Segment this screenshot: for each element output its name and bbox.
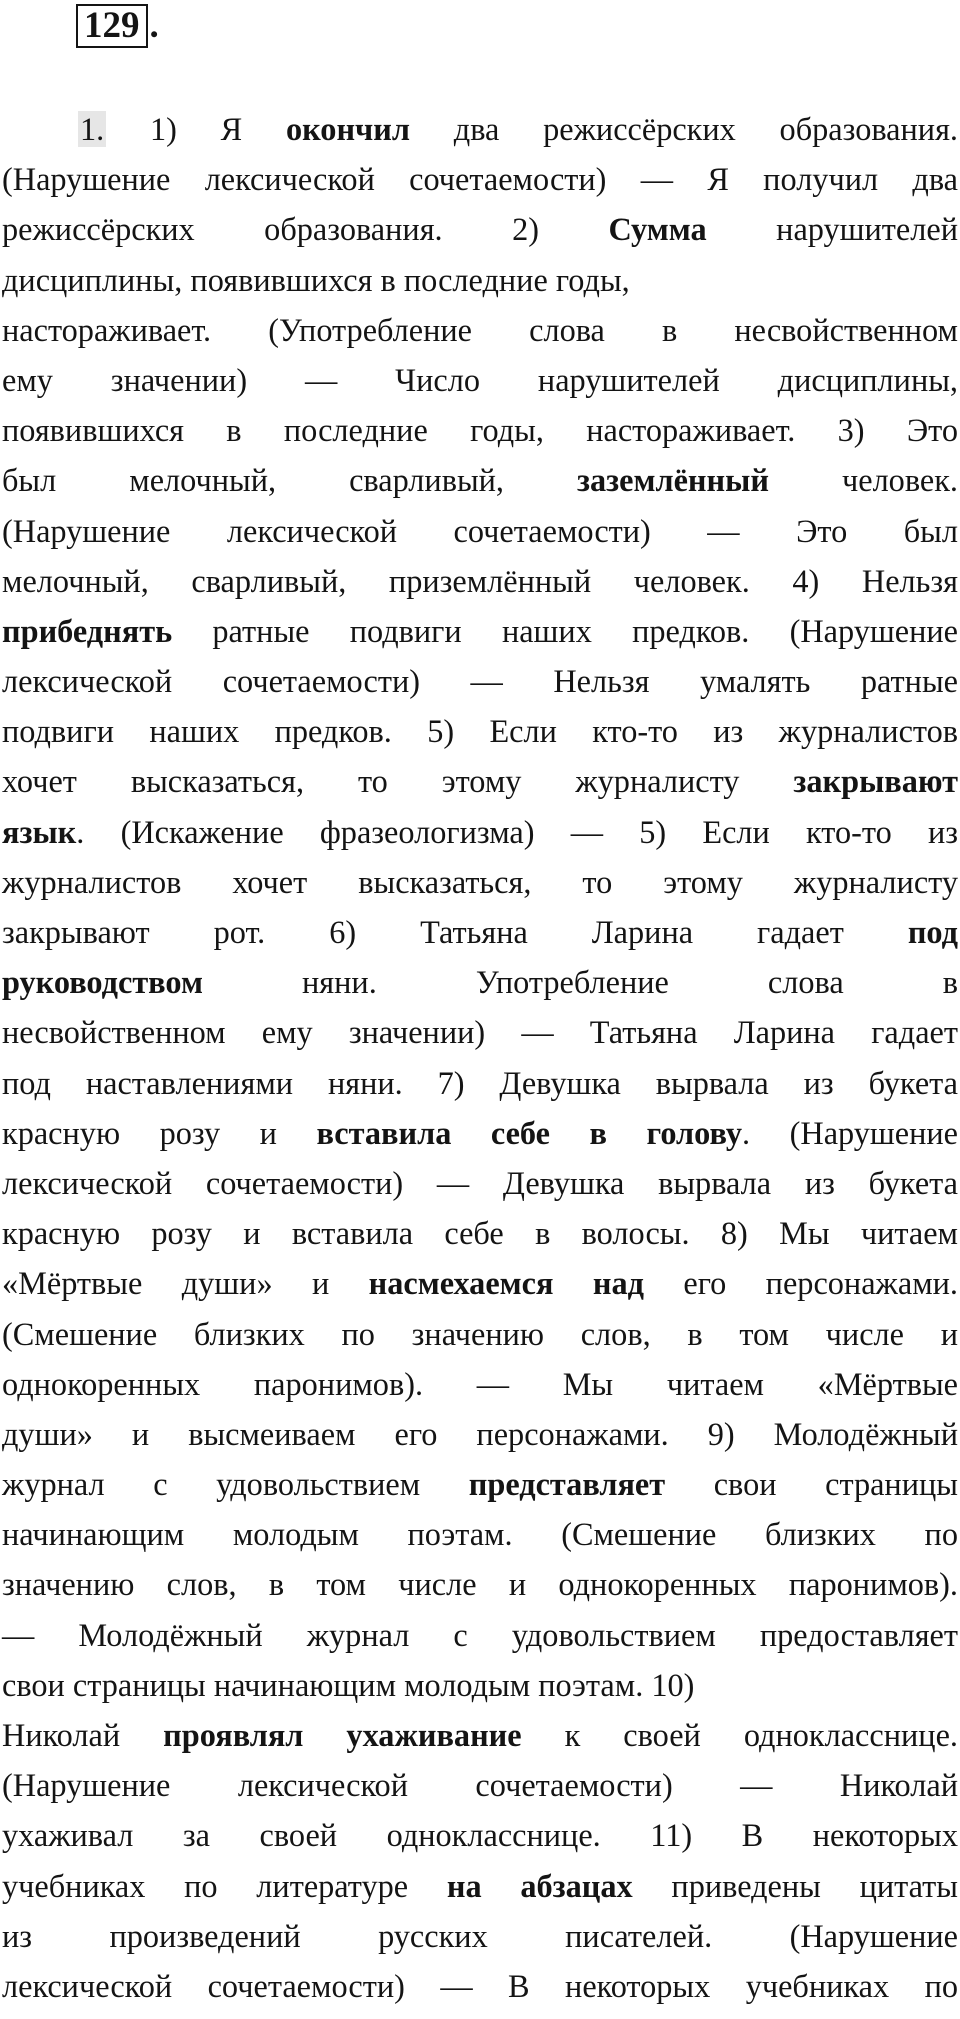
text-line: [2, 957, 958, 1007]
bold-word: насмехаемся над: [368, 1265, 644, 1302]
text-line: [2, 1058, 958, 1108]
text-line: [2, 1559, 958, 1609]
text-segment: журналистов хочет высказаться, то этому журналисту: [2, 863, 958, 900]
text-segment: (Нарушение лексической сочетаемости) — Это был: [2, 512, 958, 549]
text-segment: начинающим молодым поэтам. (Смешение близких по: [2, 1516, 958, 1553]
text-line: [2, 1258, 958, 1308]
bold-word: под: [907, 914, 958, 950]
text-segment: был мелочный, сварливый,: [2, 462, 578, 499]
text-segment: Николай: [2, 1717, 164, 1753]
bold-word: окончил: [285, 111, 410, 147]
text-line: [2, 1810, 958, 1860]
text-segment: (Нарушение лексической сочетаемости) — Николай: [2, 1767, 958, 1804]
text-line: [2, 706, 958, 756]
text-line: [2, 1610, 958, 1660]
text-segment: приведены цитаты: [632, 1867, 958, 1904]
text-segment: ему значении) — Число нарушителей дисциплины,: [2, 361, 958, 398]
task-number-suffix: .: [149, 5, 159, 46]
text-line: [2, 1760, 958, 1810]
text-line: [2, 1961, 958, 2011]
bold-word: вставила себе в голову: [316, 1114, 743, 1151]
text-segment: его персонажами.: [643, 1265, 958, 1302]
text-line: [2, 255, 958, 305]
text-segment: подвиги наших предков. 5) Если кто-то из журналистов: [2, 713, 958, 750]
text-line: [2, 1359, 958, 1409]
text-segment: однокоренных паронимов). — Мы читаем «Мёртвые: [2, 1365, 958, 1402]
text-line: [2, 405, 958, 455]
text-segment: . (Искажение фразеологизма) — 5) Если кто-то из: [76, 813, 958, 850]
text-segment: 1) Я: [150, 111, 286, 147]
text-line: [2, 1911, 958, 1961]
bold-word: представляет: [468, 1466, 666, 1503]
text-segment: нарушителей: [706, 211, 958, 248]
bold-word: закрывают: [793, 763, 958, 800]
text-segment: дисциплины, появившихся в последние годы,: [2, 261, 630, 298]
text-line: [2, 1208, 958, 1258]
bold-word: руководством: [2, 964, 203, 1001]
text-segment: учебниках по литературе: [2, 1867, 447, 1904]
text-line: [2, 305, 958, 355]
text-segment: (Нарушение лексической сочетаемости) — Я получил два: [2, 161, 958, 198]
bold-word: проявлял ухаживание: [163, 1717, 522, 1753]
text-line: [2, 656, 958, 706]
text-segment: лексической сочетаемости) — В некоторых учебниках по: [2, 1967, 958, 2004]
text-segment: хочет высказаться, то этому журналисту: [2, 763, 794, 800]
text-segment: к своей однокласснице.: [521, 1717, 958, 1753]
text-line: [2, 556, 958, 606]
text-line: [2, 807, 958, 857]
bold-word: заземлённый: [577, 462, 769, 499]
text-line: [2, 355, 958, 405]
text-segment: — Молодёжный журнал с удовольствием предоставляет: [2, 1616, 958, 1653]
text-segment: значению слов, в том числе и однокоренных паронимов).: [2, 1566, 958, 1603]
text-line: [2, 1007, 958, 1057]
text-segment: ратные подвиги наших предков. (Нарушение: [172, 612, 958, 649]
text-segment: два режиссёрских образования.: [410, 111, 958, 147]
text-line: [2, 857, 958, 907]
answer-text: [2, 104, 958, 2011]
bold-word: прибеднять: [2, 612, 173, 649]
text-segment: журнал с удовольствием: [2, 1466, 469, 1503]
text-segment: появившихся в последние годы, настораживает. 3) Это: [2, 412, 958, 449]
text-segment: свои страницы начинающим молодым поэтам. 10): [2, 1666, 695, 1703]
bold-word: Сумма: [608, 211, 707, 248]
text-segment: (Смешение близких по значению слов, в том числе и: [2, 1315, 958, 1352]
text-segment: мелочный, сварливый, приземлённый человек. 4) Нельзя: [2, 562, 958, 599]
bold-word: язык: [2, 813, 77, 850]
text-segment: красную розу и: [2, 1114, 317, 1151]
text-line: [2, 1108, 958, 1158]
text-line: [2, 1158, 958, 1208]
text-segment: свои страницы: [665, 1466, 958, 1503]
text-line: [2, 606, 958, 656]
text-line: [2, 1710, 958, 1760]
text-segment: лексической сочетаемости) — Нельзя умалять ратные: [2, 663, 958, 700]
item-marker: 1.: [80, 111, 105, 147]
text-line: [2, 1409, 958, 1459]
text-line: [2, 204, 958, 254]
text-segment: настораживает. (Употребление слова в несвойственном: [2, 311, 958, 348]
text-segment: лексической сочетаемости) — Девушка вырвала из букета: [2, 1164, 958, 1201]
text-line: [2, 1660, 958, 1710]
text-segment: из произведений русских писателей. (Нарушение: [2, 1917, 958, 1954]
text-segment: красную розу и вставила себе в волосы. 8) Мы читаем: [2, 1215, 958, 1252]
task-number: [76, 4, 159, 48]
text-segment: под наставлениями няни. 7) Девушка вырвала из букета: [2, 1064, 958, 1101]
text-segment: . (Нарушение: [742, 1114, 959, 1151]
text-line: [2, 1509, 958, 1559]
text-segment: человек.: [768, 462, 958, 499]
text-line: [2, 154, 958, 204]
text-segment: несвойственном ему значении) — Татьяна Ларина гадает: [2, 1014, 958, 1051]
bold-word: на абзацах: [446, 1867, 633, 1904]
text-line: [2, 506, 958, 556]
text-line: [2, 756, 958, 806]
text-segment: режиссёрских образования. 2): [2, 211, 609, 248]
task-number-box: 129: [76, 4, 148, 48]
text-segment: «Мёртвые души» и: [2, 1265, 369, 1302]
text-line: [2, 104, 958, 154]
text-segment: ухаживал за своей однокласснице. 11) В некоторых: [2, 1817, 958, 1854]
text-line: [2, 1459, 958, 1509]
text-line: [2, 1309, 958, 1359]
text-segment: няни. Употребление слова в: [202, 964, 958, 1001]
text-line: [2, 907, 958, 957]
text-line: [2, 455, 958, 505]
text-segment: закрывают рот. 6) Татьяна Ларина гадает: [2, 914, 908, 950]
text-line: [2, 1861, 958, 1911]
text-segment: души» и высмеиваем его персонажами. 9) Молодёжный: [2, 1415, 958, 1452]
